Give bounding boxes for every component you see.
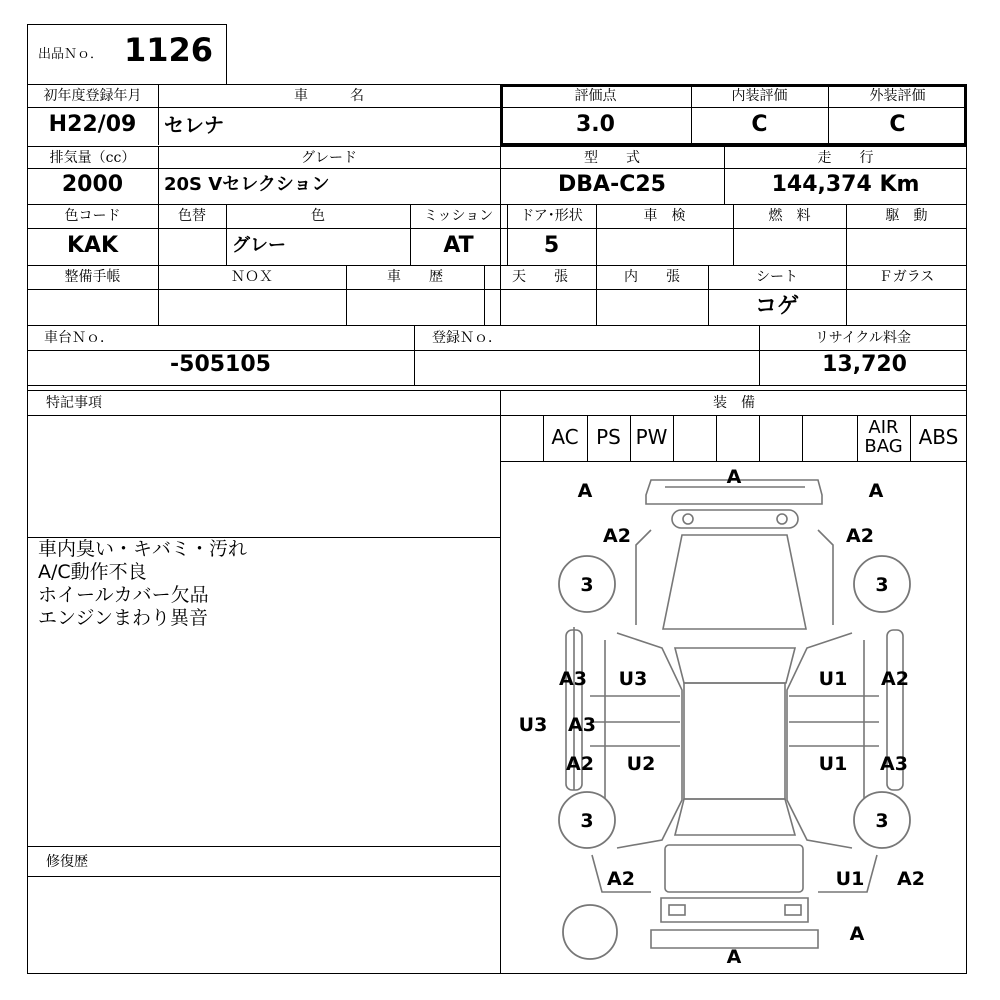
color-code-value: KAK: [66, 233, 119, 258]
nox-label: ＮＯＸ: [231, 269, 273, 285]
score-value: 3.0: [576, 112, 615, 137]
model-label: 型 式: [584, 150, 640, 166]
exterior-value: C: [889, 112, 906, 137]
equip-ac: AC: [551, 425, 579, 449]
car-name-value: セレナ: [164, 113, 224, 137]
reg-date-value: H22/09: [48, 112, 137, 137]
door-value: 5: [543, 233, 560, 258]
lot-label: 出品Ｎｏ．: [38, 47, 104, 62]
mileage-label: 走 行: [817, 150, 874, 166]
mission-label: ミッション: [423, 208, 494, 224]
equipment-title: 装 備: [713, 395, 755, 411]
mark-door-rr-u1: U1: [818, 753, 848, 775]
mark-side-l-a3: A3: [568, 714, 596, 736]
equip-abs: ABS: [918, 425, 959, 449]
mark-door-rl-u2: U2: [626, 753, 656, 775]
note-line: A/C動作不良: [38, 561, 147, 583]
mark-door-fl-a3: A3: [559, 668, 587, 690]
notes-title: 特記事項: [46, 395, 102, 411]
car-name-label: 車 名: [294, 88, 364, 104]
glass-label: Ｆガラス: [878, 269, 935, 285]
mark-fender-fr: A2: [846, 525, 874, 547]
mark-front-right: A: [868, 480, 884, 502]
mark-quarter-rl: A2: [607, 868, 635, 890]
recycle-value: 13,720: [822, 352, 907, 377]
mark-door-fr-a2: A2: [881, 668, 909, 690]
mission-value: AT: [443, 233, 474, 258]
chassis-label: 車台Ｎｏ．: [44, 330, 114, 346]
mark-side-l-u3: U3: [518, 714, 548, 736]
model-value: DBA-C25: [558, 172, 666, 197]
note-line: ホイールカバー欠品: [38, 584, 209, 606]
mark-rear-center: A: [726, 946, 742, 968]
mark-quarter-rr-a2: A2: [897, 868, 925, 890]
equip-pw: PW: [635, 425, 668, 449]
lot-number: 1126: [124, 31, 214, 69]
drive-label: 駆 動: [885, 208, 928, 224]
lining-label: 内 張: [624, 269, 680, 285]
grade-label: グレード: [301, 150, 357, 166]
tire-front-left: 3: [580, 574, 594, 596]
recycle-label: リサイクル料金: [814, 330, 912, 346]
mark-quarter-rr-u1: U1: [835, 868, 865, 890]
maintenance-label: 整備手帳: [64, 269, 121, 285]
color-value: グレー: [232, 235, 286, 256]
mark-front-center: A: [726, 466, 742, 488]
ceiling-label: 天 張: [512, 269, 568, 285]
seat-value: コゲ: [754, 294, 799, 319]
color-code-label: 色コード: [64, 208, 121, 224]
repaint-label: 色替: [178, 208, 206, 224]
displacement-value: 2000: [61, 172, 124, 197]
history-label: 車 歴: [387, 269, 443, 285]
note-line: 車内臭い・キバミ・汚れ: [38, 538, 248, 560]
equip-ps: PS: [596, 425, 621, 449]
inspection-label: 車 検: [643, 208, 686, 224]
mark-door-fl-u3: U3: [618, 668, 648, 690]
plate-label: 登録Ｎｏ．: [432, 330, 502, 346]
mark-rear-right: A: [849, 923, 865, 945]
interior-label: 内装評価: [731, 88, 788, 104]
tire-rear-right: 3: [875, 810, 889, 832]
reg-date-label: 初年度登録年月: [43, 88, 142, 104]
color-label: 色: [311, 208, 325, 224]
displacement-label: 排気量（cc）: [49, 150, 136, 166]
notes-list: [38, 538, 488, 630]
note-line: エンジンまわり異音: [38, 607, 209, 629]
repair-title: 修復歴: [46, 854, 88, 870]
grade-value: 20S Vセレクション: [164, 174, 330, 195]
chassis-value: -505105: [170, 352, 271, 377]
mark-door-fr-u1: U1: [818, 668, 848, 690]
mark-door-rl-a2: A2: [566, 753, 594, 775]
score-label: 評価点: [574, 88, 617, 104]
fuel-label: 燃 料: [768, 208, 811, 224]
exterior-label: 外装評価: [869, 88, 926, 104]
seat-label: シート: [756, 269, 798, 285]
lot-number-box: [27, 24, 227, 85]
car-diagram: [501, 462, 967, 974]
mark-door-rr-a3: A3: [880, 753, 908, 775]
door-label: ドア･形状: [520, 208, 583, 224]
mark-front-left: A: [577, 480, 593, 502]
interior-value: C: [751, 112, 768, 137]
mileage-value: 144,374 Km: [771, 172, 920, 197]
tire-rear-left: 3: [580, 810, 594, 832]
tire-front-right: 3: [875, 574, 889, 596]
mark-fender-fl: A2: [603, 525, 631, 547]
equip-airbag: AIR BAG: [864, 417, 903, 457]
